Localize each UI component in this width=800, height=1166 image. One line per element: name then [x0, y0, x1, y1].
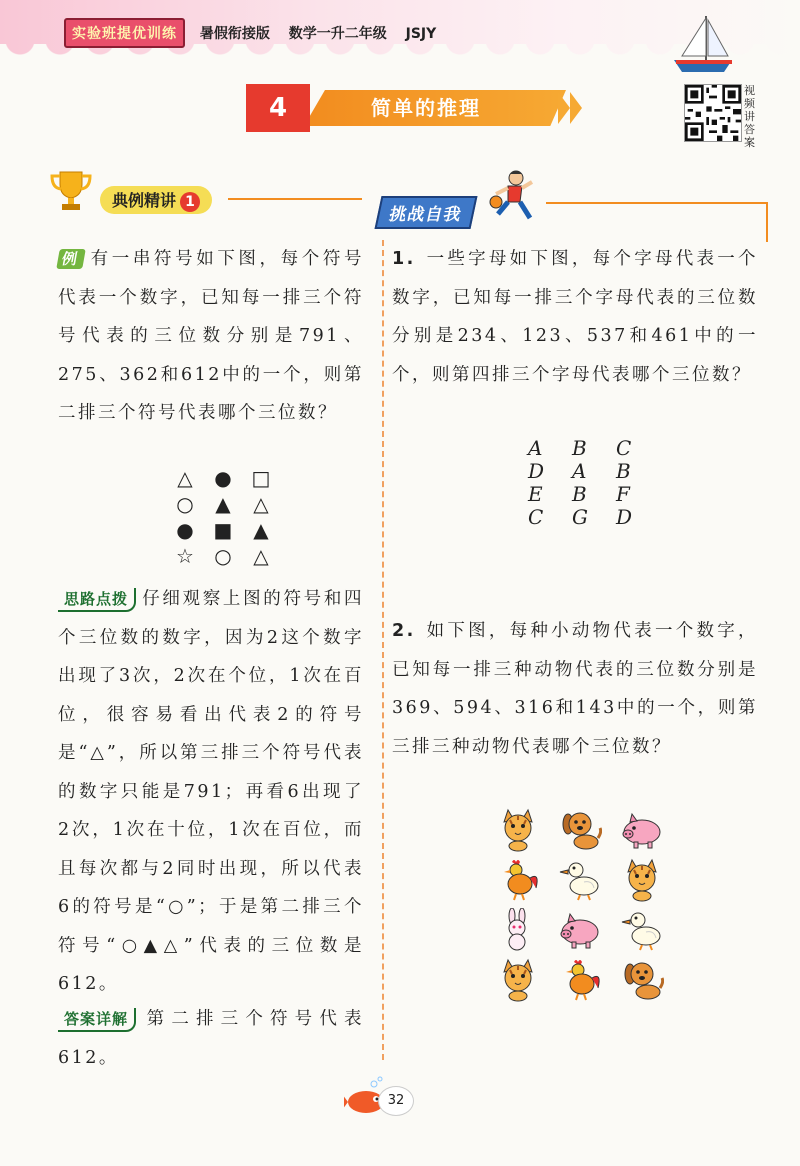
- cat-icon: [620, 858, 664, 902]
- letter: B: [616, 459, 631, 483]
- series-badge: 实验班提优训练: [64, 18, 185, 48]
- symbol: ●: [214, 466, 232, 490]
- letter: C: [616, 436, 632, 460]
- sailboat-icon: [668, 10, 738, 78]
- edition-label: 暑假衔接版: [199, 26, 270, 42]
- symbol: △: [253, 544, 269, 568]
- dog-icon: [558, 808, 602, 852]
- symbol: △: [253, 492, 269, 516]
- divider-line: [546, 202, 766, 204]
- cat-icon: [496, 958, 540, 1002]
- section-label-text: 典例精讲: [112, 191, 177, 210]
- question-number: 2.: [392, 621, 416, 641]
- header-bar: [64, 18, 436, 48]
- publisher-code: JSJY: [405, 26, 437, 42]
- chapter-title: 简单的推理: [371, 96, 481, 120]
- question-text: 一些字母如下图，每个字母代表一个数字，已知每一排三个字母代表的三位数分别是234、123、537和461中的一个，则第四排三个字母代表哪个三位数？: [392, 249, 758, 385]
- section-label-examples: [100, 186, 212, 214]
- rabbit-icon: [496, 908, 540, 952]
- symbol: ○: [214, 544, 232, 568]
- symbol: ▲: [215, 492, 231, 516]
- symbol: □: [251, 466, 271, 490]
- answer-text: 第二排三个符号代表612。: [58, 1009, 364, 1068]
- duck-icon: [558, 858, 602, 902]
- dog-icon: [620, 958, 664, 1002]
- page-number: 32: [378, 1086, 414, 1116]
- letter: E: [528, 482, 543, 506]
- example-badge: 例: [56, 249, 85, 269]
- symbol: △: [177, 466, 193, 490]
- answer-paragraph: [58, 1000, 364, 1077]
- letter-grid: [528, 436, 660, 528]
- letter: A: [572, 459, 587, 483]
- symbol: ▲: [253, 518, 269, 542]
- column-divider: [382, 240, 384, 1060]
- divider-line: [766, 202, 768, 242]
- hint-paragraph: [58, 580, 364, 1004]
- divider-line: [228, 198, 362, 200]
- pig-icon: [620, 808, 664, 852]
- duck-icon: [620, 908, 664, 952]
- example-text: 有一串符号如下图，每个符号代表一个数字，已知每一排三个符号代表的三位数分别是791、275、362和612中的一个，则第二排三个符号代表哪个三位数？: [58, 249, 364, 423]
- symbol: ☆: [176, 544, 194, 568]
- symbol-grid: [166, 466, 280, 570]
- chapter-banner: [246, 84, 578, 132]
- trophy-icon: [48, 168, 94, 214]
- hint-text: 仔细观察上图的符号和四个三位数的数字，因为2这个数字出现了3次，2次在个位，1次在百位，很容易看出代表2的符号是“△”，所以第三排三个符号代表的数字只能是791；再看6出现了2次，1次在十位，1次在百位，而且每次都与2同时出现，所以代表6的符号是“○”；于是第二排三个符号“○▲△”代表的三位数是612。: [58, 589, 364, 994]
- question-number: 1.: [392, 249, 416, 269]
- letter: C: [528, 505, 544, 529]
- letter: F: [616, 482, 630, 506]
- answer-tag: 答案详解: [58, 1008, 136, 1032]
- section-number: 1: [180, 192, 200, 212]
- letter: G: [572, 505, 588, 529]
- example-paragraph: [58, 240, 364, 433]
- symbol: ■: [213, 518, 233, 542]
- letter: A: [528, 436, 543, 460]
- question-2: [392, 612, 758, 766]
- qr-code-icon[interactable]: [684, 84, 742, 142]
- letter: B: [572, 482, 587, 506]
- question-1: [392, 240, 758, 394]
- question-text: 如下图，每种小动物代表一个数字，已知每一排三种动物代表的三位数分别是369、594、316和143中的一个，则第三排三种动物代表哪个三位数？: [392, 621, 758, 757]
- letter: D: [528, 459, 545, 483]
- letter: D: [616, 505, 633, 529]
- hint-tag: 思路点拨: [58, 588, 136, 612]
- rooster-icon: [496, 858, 540, 902]
- chapter-number: 4: [246, 84, 310, 132]
- qr-label: 视频讲答案: [744, 84, 755, 149]
- rooster-icon: [558, 958, 602, 1002]
- pig-icon: [558, 908, 602, 952]
- animal-grid: [496, 808, 682, 1008]
- symbol: ●: [176, 518, 194, 542]
- grade-label: 数学一升二年级: [288, 26, 387, 42]
- symbol: ○: [176, 492, 194, 516]
- letter: B: [572, 436, 587, 460]
- cat-icon: [496, 808, 540, 852]
- runner-icon: [486, 168, 538, 224]
- section-label-challenge: 挑战自我: [374, 196, 477, 229]
